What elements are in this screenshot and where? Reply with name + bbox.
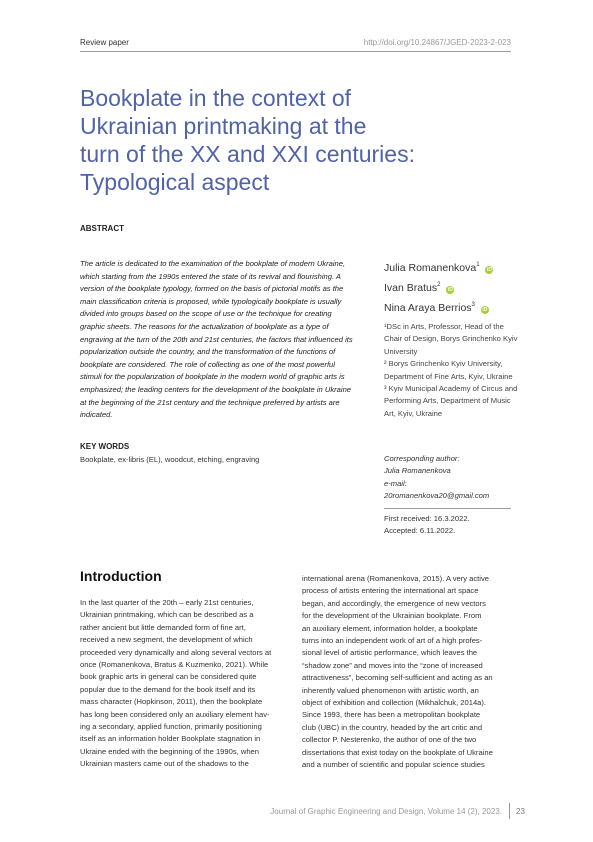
keywords-text: Bookplate, ex-libris (EL), woodcut, etching, engraving [80,455,260,464]
orcid-icon[interactable]: iD [447,287,453,293]
body-text-line: inherently valued phenomenon with artistic worth, an [302,685,479,695]
body-text-line: ing a secondary, applied function, primarily positioning [80,722,262,732]
affiliations [384,321,522,420]
author-affiliation-mark: 2 [437,282,441,288]
dates-divider [384,508,511,509]
body-text-line: and a number of scientific and popular science studies [302,760,485,770]
author-item[interactable] [384,297,524,317]
title-line: Typological aspect [80,169,270,195]
body-text-line: for the development of the Ukrainian bookplate. From [302,611,482,621]
body-text-line: club (UBC) in the country, headed by the art critic and [302,722,483,732]
doi-link[interactable]: http://doi.org/10.24867/JGED-2023-2-023 [363,38,511,47]
affiliation-item: ¹DSc in Arts, Professor, Head of the Chair of Design, Borys Grinchenko Kyiv University [384,322,518,356]
body-text-line: Ukrainian printmaking, which can be described as a [80,610,254,620]
body-text-line: book graphic arts in general can be considered quite [80,672,257,682]
body-text-line: once (Romanenkova, Bratus & Kuzmenko, 2021). While [80,660,269,670]
body-text-line: collector P. Nesterenko, the author of one of the two [302,735,477,745]
body-text-line: Since 1993, there has been a metropolitan bookplate [302,710,481,720]
affiliation-item: ² Borys Grinchenko Kyiv University, Department of Fine Arts, Kyiv, Ukraine [384,359,513,381]
body-text-line: Ukraine ended with the beginning of the 1990s, when [80,746,260,756]
accepted-date: Accepted: 6.11.2022. [384,526,456,536]
abstract-heading: ABSTRACT [80,224,124,233]
orcid-icon[interactable]: iD [482,307,488,313]
body-text-line: mass character (Hopkinson, 2011), then the bookplate [80,697,263,707]
body-text-line: itself as an information holder Bookplate stagnation in [80,734,261,744]
article-dates [384,513,470,538]
body-text-line: an auxiliary element, information holder, a bookplate [302,623,478,633]
author-name: Nina Araya Berrios [384,302,472,314]
corresponding-label: Corresponding author: [384,454,460,463]
body-text-line: “shadow zone” and moves into the “zone of increased [302,660,483,670]
title-line: turn of the XX and XXI centuries: [80,141,415,167]
body-text-line: popular due to the demand for the book itself and its [80,684,256,694]
title-line: Bookplate in the context of [80,85,352,111]
body-text-line: sional level of artistic performance, which leaves the [302,648,478,658]
corresponding-name: Julia Romanenkova [384,466,451,476]
paper-type-label: Review paper [80,38,129,47]
intro-right-column [302,573,514,772]
journal-citation: Journal of Graphic Engineering and Design, Volume 14 (2), 2023. [270,807,502,816]
body-text-line: has long been considered only an auxiliary element hav- [80,709,270,719]
body-text-line: proceeded very dynamically and along several vectors at [80,647,272,657]
author-name: Ivan Bratus [384,282,438,294]
body-text-line: began, and accordingly, the emergence of new vectors [302,598,486,608]
body-text-line: In the last quarter of the 20th – early 21st centuries, [80,598,254,607]
body-text-line: turns into an independent work of art of a high profes- [302,636,483,646]
author-affiliation-mark: 1 [476,262,480,268]
author-item[interactable] [384,257,524,277]
page-number: 23 [516,807,525,816]
article-title [80,84,500,196]
email-label: e-mail: [384,478,407,488]
body-text-line: rather ancient but little demanded form of fine art, [80,622,246,632]
abstract-text [80,258,356,422]
body-text-line: process of artists entering the international art space [302,586,479,596]
email-link[interactable]: 20romanenkova20@gmail.com [384,491,490,501]
orcid-icon[interactable]: iD [486,267,492,273]
body-text-line: dissertations that exist today on the bookplate of Ukraine [302,747,493,757]
body-text-line: received a new segment, the development of which [80,635,253,645]
title-line: Ukrainian printmaking at the [80,113,367,139]
author-item[interactable] [384,277,524,297]
author-list [384,257,524,317]
body-text-line: Ukrainian masters came out of the shadows to the [80,759,249,769]
corresponding-author [384,453,524,503]
author-name: Julia Romanenkova [384,262,477,274]
body-text-line: international arena (Romanenkova, 2015). A very active [302,574,489,583]
header-divider [80,51,511,52]
body-text-line: object of exhibition and collection (Mikhalchuk, 2014a). [302,698,487,708]
affiliation-item: ³ Kyiv Municipal Academy of Circus and Performing Arts, Department of Music Art, Kyiv, Ukraine [384,384,518,418]
keywords-heading: KEY WORDS [80,442,130,451]
author-affiliation-mark: 3 [471,302,475,308]
footer-divider [509,803,510,819]
received-date: First received: 16.3.2022. [384,514,470,523]
body-text-line: attractiveness”, becoming self-sufficient and acting as an [302,673,493,683]
abstract-body: The article is dedicated to the examination of the bookplate of modern Ukraine, which starting from the 1990s entered the state of its revival and flourishing. A version of the bookplate typology, formed on the basis of pictorial motifs as the main classification criteria is proposed, while typologically bookplate is usually divided into groups based on the scope of use or the technique for creating graphic sheets. The reasons for the actualization of bookplate as a type of engraving at the turn of the 20th and 21st centuries, the factors that influenced its popularization outside the country, and the transformation of the functions of bookplate are considered. The role of collecting as one of the most powerful stimuli for the popularization of bookplate in the modern world of graphic arts is emphasized; the leading centers for the development of the bookplate in Ukraine at the beginning of the 21st century and the technique preferred by artists are indicated. [80,259,353,420]
introduction-heading: Introduction [80,568,162,584]
intro-left-column [80,597,290,771]
